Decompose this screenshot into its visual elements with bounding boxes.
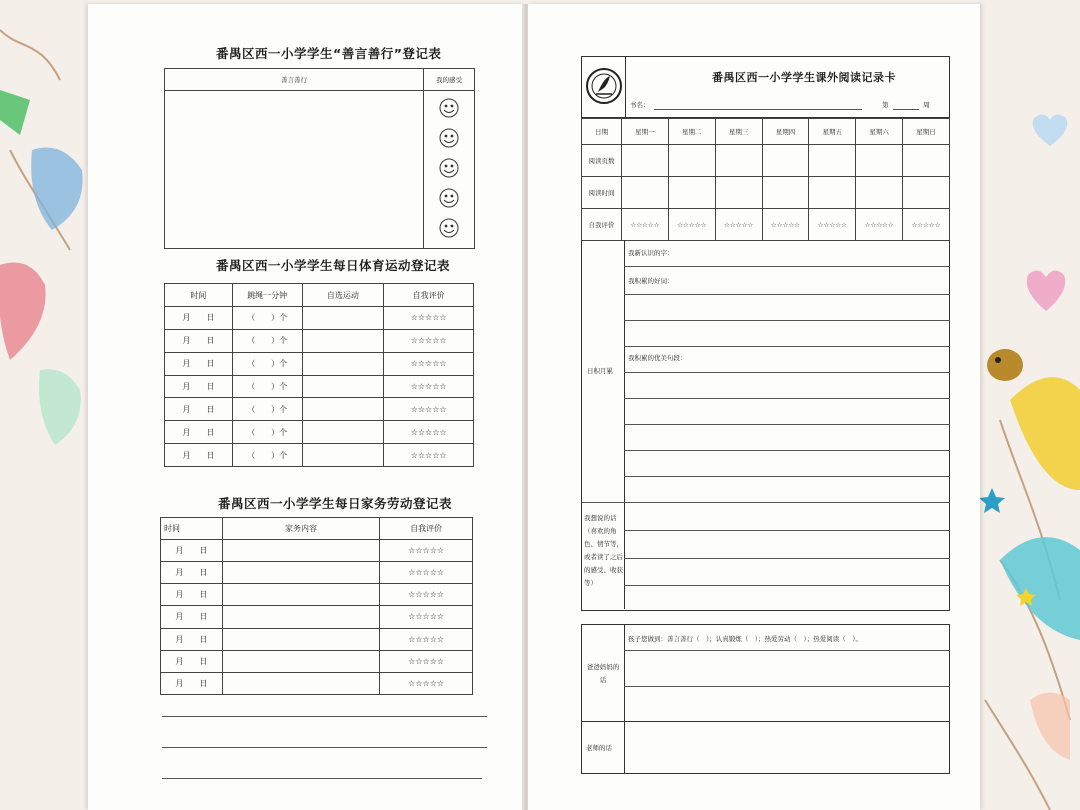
good-deeds-col-deeds: 善言善行 xyxy=(165,69,424,91)
pages-cell[interactable] xyxy=(668,145,715,177)
table-row xyxy=(165,444,474,467)
time-cell[interactable] xyxy=(762,177,809,209)
row-label-pages: 阅读页数 xyxy=(582,145,622,177)
day-header: 星期五 xyxy=(809,119,856,145)
reading-card-title: 番禺区西一小学学生课外阅读记录卡 xyxy=(712,71,896,84)
row-date: 月 日 xyxy=(165,329,233,352)
week-suffix: 周 xyxy=(923,101,930,109)
day-header-label: 日期 xyxy=(582,119,622,145)
day-header: 星期四 xyxy=(762,119,809,145)
row-content[interactable] xyxy=(222,650,379,672)
row-date: 月 日 xyxy=(161,540,223,562)
pe-title: 番禺区西一小学学生每日体育运动登记表 xyxy=(216,258,451,273)
row-jump[interactable]: （ ）个 xyxy=(232,444,302,467)
table-row xyxy=(161,562,473,584)
time-cell[interactable] xyxy=(903,177,950,209)
writing-line[interactable] xyxy=(624,346,950,347)
row-rating[interactable]: ☆☆☆☆☆ xyxy=(380,606,473,628)
table-row xyxy=(165,307,474,330)
row-sport[interactable] xyxy=(302,421,384,444)
row-rating[interactable]: ☆☆☆☆☆ xyxy=(384,444,474,467)
row-sport[interactable] xyxy=(302,444,384,467)
day-header: 星期一 xyxy=(622,119,669,145)
bird xyxy=(987,349,1023,381)
chores-col-content: 家务内容 xyxy=(222,518,379,540)
pages-cell[interactable] xyxy=(809,145,856,177)
table-row xyxy=(165,352,474,375)
row-date: 月 日 xyxy=(165,444,233,467)
time-cell[interactable] xyxy=(856,177,903,209)
stars-rating[interactable]: ☆☆☆☆☆ xyxy=(762,209,809,241)
good-deeds-col-feeling: 我的感受 xyxy=(424,69,475,91)
row-date: 月 日 xyxy=(165,307,233,330)
school-logo-icon xyxy=(584,62,624,112)
pe-col-sport: 自选运动 xyxy=(302,284,384,307)
table-row xyxy=(582,145,950,177)
row-sport[interactable] xyxy=(302,307,384,330)
journal-block xyxy=(581,240,950,611)
new-chars-label: 我新认识的字： xyxy=(628,249,674,257)
want-to-say-label: 我想说的话（喜欢的角色、情节等，或者读了之后的感受、收获等） xyxy=(584,514,623,587)
writing-line[interactable] xyxy=(162,716,487,717)
table-row xyxy=(165,398,474,421)
table-row xyxy=(161,650,473,672)
row-content[interactable] xyxy=(222,628,379,650)
row-rating[interactable]: ☆☆☆☆☆ xyxy=(380,628,473,650)
pages-cell[interactable] xyxy=(762,145,809,177)
week-number-input[interactable] xyxy=(893,109,919,110)
row-date: 月 日 xyxy=(161,672,223,694)
row-date: 月 日 xyxy=(161,562,223,584)
row-content[interactable] xyxy=(222,606,379,628)
writing-line[interactable] xyxy=(162,747,487,748)
table-row xyxy=(161,606,473,628)
row-content[interactable] xyxy=(222,562,379,584)
row-date: 月 日 xyxy=(165,398,233,421)
pages-cell[interactable] xyxy=(903,145,950,177)
time-cell[interactable] xyxy=(715,177,762,209)
stars-rating[interactable]: ☆☆☆☆☆ xyxy=(715,209,762,241)
chores-table xyxy=(160,517,473,695)
row-date: 月 日 xyxy=(161,650,223,672)
time-cell[interactable] xyxy=(668,177,715,209)
smiley-face-icon xyxy=(437,95,461,245)
left-page xyxy=(88,4,524,810)
row-sport[interactable] xyxy=(302,329,384,352)
writing-line[interactable] xyxy=(624,686,950,687)
day-header: 星期二 xyxy=(668,119,715,145)
row-jump[interactable]: （ ）个 xyxy=(232,329,302,352)
writing-line[interactable] xyxy=(624,294,950,295)
writing-line[interactable] xyxy=(624,372,950,373)
row-rating[interactable]: ☆☆☆☆☆ xyxy=(380,562,473,584)
comments-block xyxy=(581,624,950,774)
table-row xyxy=(582,177,950,209)
good-deeds-table xyxy=(164,68,475,249)
parents-label: 爸爸妈妈的话 xyxy=(586,663,620,684)
pages-cell[interactable] xyxy=(622,145,669,177)
stars-rating[interactable]: ☆☆☆☆☆ xyxy=(622,209,669,241)
table-row xyxy=(165,329,474,352)
row-content[interactable] xyxy=(222,672,379,694)
table-row xyxy=(165,375,474,398)
row-rating[interactable]: ☆☆☆☆☆ xyxy=(380,650,473,672)
teacher-label: 老师的话 xyxy=(586,744,612,752)
good-deeds-writing-area[interactable] xyxy=(165,91,424,249)
writing-line[interactable] xyxy=(624,476,950,477)
weekly-reading-table xyxy=(581,118,950,241)
row-rating[interactable]: ☆☆☆☆☆ xyxy=(384,329,474,352)
row-sport[interactable] xyxy=(302,375,384,398)
row-rating[interactable]: ☆☆☆☆☆ xyxy=(384,307,474,330)
writing-line[interactable] xyxy=(624,558,950,559)
stars-rating[interactable]: ☆☆☆☆☆ xyxy=(903,209,950,241)
row-date: 月 日 xyxy=(165,421,233,444)
stars-rating[interactable]: ☆☆☆☆☆ xyxy=(856,209,903,241)
stars-rating[interactable]: ☆☆☆☆☆ xyxy=(668,209,715,241)
time-cell[interactable] xyxy=(809,177,856,209)
row-label-time: 阅读时间 xyxy=(582,177,622,209)
row-rating[interactable]: ☆☆☆☆☆ xyxy=(384,375,474,398)
time-cell[interactable] xyxy=(622,177,669,209)
row-rating[interactable]: ☆☆☆☆☆ xyxy=(384,421,474,444)
good-passages-label: 我积累的优美句段： xyxy=(628,354,687,362)
book-name-input[interactable] xyxy=(654,109,862,110)
reading-card-header xyxy=(581,56,950,118)
pages-cell[interactable] xyxy=(856,145,903,177)
writing-line[interactable] xyxy=(624,424,950,425)
row-rating[interactable]: ☆☆☆☆☆ xyxy=(384,398,474,421)
row-rating[interactable]: ☆☆☆☆☆ xyxy=(380,540,473,562)
writing-line[interactable] xyxy=(582,502,950,503)
writing-line[interactable] xyxy=(624,266,950,267)
row-content[interactable] xyxy=(222,584,379,606)
table-row xyxy=(161,584,473,606)
writing-line[interactable] xyxy=(624,398,950,399)
good-deeds-title: 番禺区西一小学学生“善言善行”登记表 xyxy=(216,46,442,61)
row-jump[interactable]: （ ）个 xyxy=(232,421,302,444)
right-page xyxy=(528,4,980,810)
row-sport[interactable] xyxy=(302,398,384,421)
pe-col-jump: 跳绳一分钟 xyxy=(232,284,302,307)
teacher-comment-area[interactable] xyxy=(625,722,949,772)
table-row xyxy=(161,540,473,562)
book-label: 书名： xyxy=(630,101,650,109)
table-row xyxy=(165,421,474,444)
table-row xyxy=(582,209,950,241)
accumulation-label: 日积月累 xyxy=(587,367,613,375)
good-words-label: 我积累的好词： xyxy=(628,277,674,285)
pages-cell[interactable] xyxy=(715,145,762,177)
chores-col-time: 时间 xyxy=(161,518,223,540)
row-jump[interactable]: （ ）个 xyxy=(232,398,302,421)
row-sport[interactable] xyxy=(302,352,384,375)
row-date: 月 日 xyxy=(161,584,223,606)
writing-line[interactable] xyxy=(624,585,950,586)
table-row xyxy=(161,628,473,650)
day-header: 星期六 xyxy=(856,119,903,145)
pe-table xyxy=(164,283,474,467)
row-rating[interactable]: ☆☆☆☆☆ xyxy=(380,672,473,694)
row-jump[interactable]: （ ）个 xyxy=(232,307,302,330)
writing-line[interactable] xyxy=(624,530,950,531)
row-label-self-eval: 自我评价 xyxy=(582,209,622,241)
week-prefix: 第 xyxy=(882,101,889,109)
writing-line[interactable] xyxy=(624,450,950,451)
table-row xyxy=(161,672,473,694)
row-rating[interactable]: ☆☆☆☆☆ xyxy=(384,352,474,375)
row-date: 月 日 xyxy=(165,375,233,398)
row-rating[interactable]: ☆☆☆☆☆ xyxy=(380,584,473,606)
row-date: 月 日 xyxy=(161,628,223,650)
writing-line[interactable] xyxy=(624,320,950,321)
row-date: 月 日 xyxy=(165,352,233,375)
pe-col-time: 时间 xyxy=(165,284,233,307)
logo-cell xyxy=(582,57,626,117)
row-jump[interactable]: （ ）个 xyxy=(232,375,302,398)
row-jump[interactable]: （ ）个 xyxy=(232,352,302,375)
parents-praise-checklist[interactable]: 孩子您做到：善言善行（ ）；认真锻炼（ ）；热爱劳动（ ）；热爱阅读（ ）。 xyxy=(628,635,862,643)
feelings-column xyxy=(424,91,475,249)
day-header: 星期日 xyxy=(903,119,950,145)
chores-col-rating: 自我评价 xyxy=(380,518,473,540)
pe-col-rating: 自我评价 xyxy=(384,284,474,307)
row-date: 月 日 xyxy=(161,606,223,628)
row-content[interactable] xyxy=(222,540,379,562)
writing-line[interactable] xyxy=(162,778,482,779)
stars-rating[interactable]: ☆☆☆☆☆ xyxy=(809,209,856,241)
day-header: 星期三 xyxy=(715,119,762,145)
writing-line[interactable] xyxy=(624,650,950,651)
chores-title: 番禺区西一小学学生每日家务劳动登记表 xyxy=(218,496,453,511)
